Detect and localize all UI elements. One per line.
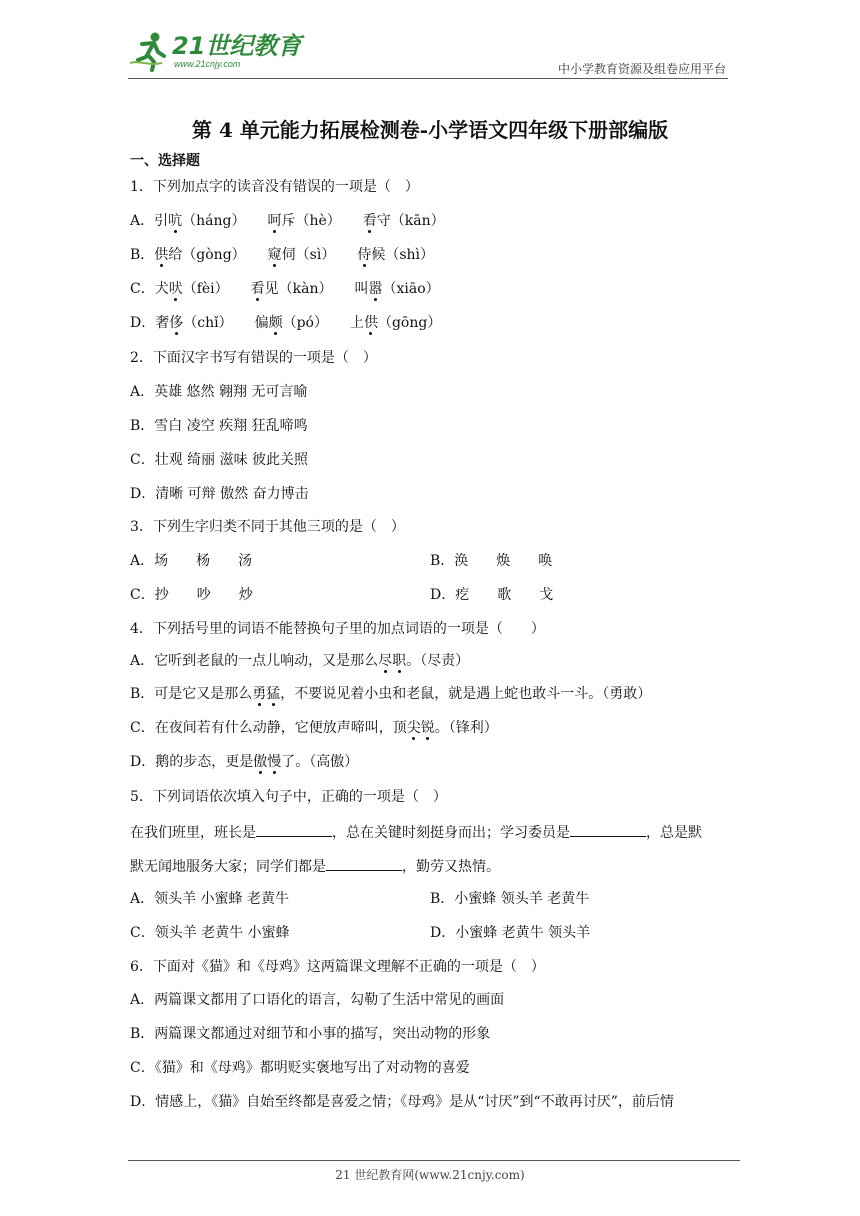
runner-logo-icon [128,30,168,72]
question-2-option-d: D．清晰 可辩 傲然 奋力博击 [130,486,309,502]
question-2-option-b: B．雪白 凌空 疾翔 狂乱啼鸣 [130,418,308,434]
logo-url: www.21cnjy.com [174,59,241,69]
question-1-option-b: B．供给（gòng） 窥伺（sì） 侍候（shì） [130,247,435,263]
section-heading: 一、选择题 [130,153,200,169]
logo-text: 21世纪教育 [172,32,302,60]
question-6-option-c: C．《猫》和《母鸡》都明贬实褒地写出了对动物的喜爱 [130,1060,470,1076]
answer-blank-3[interactable] [326,856,402,871]
question-3-option-a: A．场 杨 汤 [130,553,253,569]
question-1-option-c: C．犬吠（fèi） 看见（kàn） 叫嚣（xiāo） [130,281,440,297]
question-4-option-c: C．在夜间若有什么动静，它便放声啼叫，顶尖锐。（锋利） [130,720,498,736]
answer-blank-2[interactable] [570,822,646,837]
question-6-option-a: A．两篇课文都用了口语化的语言，勾勒了生活中常见的画面 [130,992,505,1008]
question-4-option-d: D．鹅的步态，更是傲慢了。（高傲） [130,754,359,770]
question-5-option-c: C．领头羊 老黄牛 小蜜蜂 [130,925,290,941]
question-5-option-a: A．领头羊 小蜜蜂 老黄牛 [130,891,290,907]
question-3-option-c: C．抄 吵 炒 [130,587,253,603]
footer-divider [128,1160,740,1161]
question-6-option-d: D．情感上，《猫》自始至终都是喜爱之情；《母鸡》是从“讨厌”到“不敢再讨厌”，前后情 [130,1094,674,1110]
question-4-option-a: A．它听到老鼠的一点儿响动，又是那么尽职。（尽责） [130,653,470,669]
question-4-stem: 4．下列括号里的词语不能替换句子里的加点词语的一项是（ ） [130,621,545,637]
question-5-stem: 5．下列词语依次填入句子中，正确的一项是（ ） [130,789,447,805]
question-6-stem: 6．下面对《猫》和《母鸡》这两篇课文理解不正确的一项是（ ） [130,959,545,975]
page-header [128,30,728,80]
question-1-stem: 1．下列加点字的读音没有错误的一项是（ ） [130,179,419,195]
question-2-option-a: A．英雄 悠然 翱翔 无可言喻 [130,384,308,400]
answer-blank-1[interactable] [256,822,332,837]
question-4-option-b: B．可是它又是那么勇猛，不要说见着小虫和老鼠，就是遇上蛇也敢斗一斗。（勇敢） [130,686,652,702]
question-3-option-b: B．涣 焕 唤 [430,553,553,569]
question-5-option-b: B．小蜜蜂 领头羊 老黄牛 [430,891,590,907]
question-5-paragraph-line1: 在我们班里，班长是 ，总在关键时刻挺身而出；学习委员是 ，总是默 [130,822,702,842]
site-logo [128,30,301,72]
question-5-paragraph-line2: 默无闻地服务大家；同学们都是 ，勤劳又热情。 [130,856,500,876]
header-divider [128,78,728,79]
question-1-option-d: D．奢侈（chǐ） 偏颇（pó） 上供（gōng） [130,315,442,331]
page-footer: 21 世纪教育网(www.21cnjy.com) [335,1168,525,1182]
question-3-option-d: D．疙 歌 戈 [430,587,554,603]
question-1-option-a: A．引吭（háng） 呵斥（hè） 看守（kān） [130,213,445,229]
header-tagline: 中小学教育资源及组卷应用平台 [557,62,726,76]
page-title: 第 4 单元能力拓展检测卷-小学语文四年级下册部编版 [191,118,669,142]
question-3-stem: 3．下列生字归类不同于其他三项的是（ ） [130,519,405,535]
question-5-option-d: D．小蜜蜂 老黄牛 领头羊 [430,925,591,941]
question-2-stem: 2．下面汉字书写有错误的一项是（ ） [130,350,377,366]
question-2-option-c: C．壮观 绮丽 滋味 彼此关照 [130,452,309,468]
question-6-option-b: B．两篇课文都通过对细节和小事的描写，突出动物的形象 [130,1026,491,1042]
